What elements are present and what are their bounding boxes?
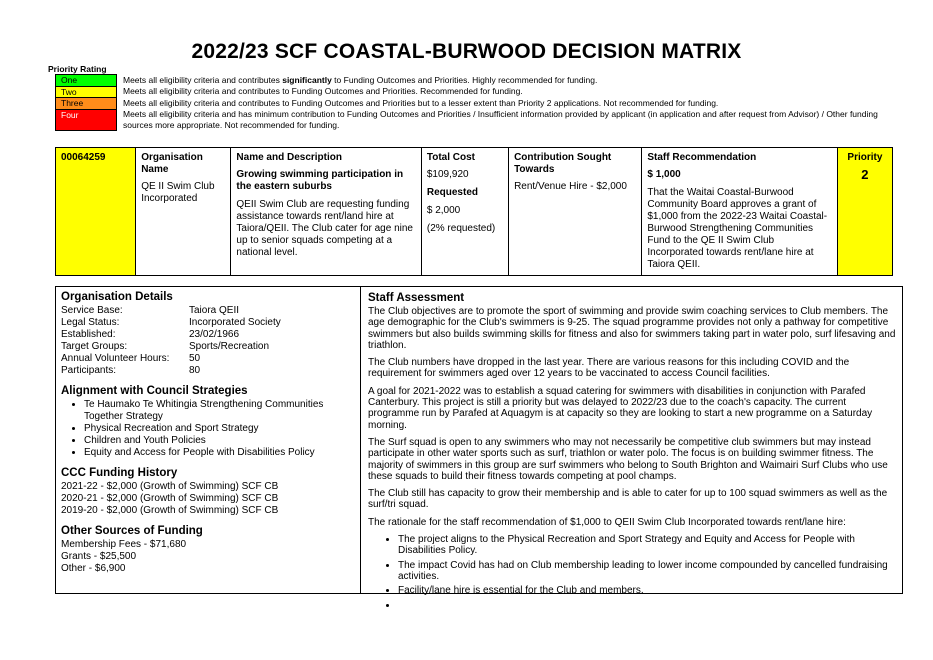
assessment-bullet: • The project aligns to the Physical Recreation and Sport Strategy and Equity and Access for People with Disabilities Policy.: [398, 534, 897, 557]
organisation-details-list: [61, 305, 360, 377]
funding-history-list: [61, 481, 360, 517]
detail-value: Taiora QEII: [189, 305, 240, 316]
recommendation-text: That the Waitai Coastal-Burwood Community Board approves a grant of $1,000 from the 2022-23 Waitai Coastal-Burwood Strengthening Communities Fund to the QE II Swim Club Incorporated towards rent/lane hire at Taiora QEII.: [647, 187, 828, 270]
description-text: Meets all eligibility criteria and contributes: [123, 74, 283, 85]
requested-percent: (2% requested): [426, 223, 496, 234]
priority-rating-row: [56, 98, 890, 110]
funding-history-heading: CCC Funding History: [61, 467, 178, 479]
priority-rating-row: [56, 86, 890, 98]
detail-key: Established:: [61, 329, 116, 340]
alignment-item: • Physical Recreation and Sport Strategy: [84, 423, 360, 435]
organisation-details-heading: Organisation Details: [61, 291, 173, 303]
project-title: Growing swimming participation in the eastern suburbs: [236, 169, 404, 192]
name-description-header: Name and Description: [236, 152, 342, 163]
staff-recommendation-cell: [642, 148, 837, 276]
detail-key: Participants:: [61, 365, 117, 376]
detail-key: Legal Status:: [61, 317, 120, 328]
description-emphasis: significantly: [282, 74, 332, 85]
description-text: Meets all eligibility criteria and contributes to Funding Outcomes and Priorities. Recommended for funding.: [123, 86, 523, 96]
priority-level-description: [117, 109, 890, 130]
alignment-item: • Equity and Access for People with Disabilities Policy: [84, 447, 360, 459]
funding-history-item: 2021-22 - $2,000 (Growth of Swimming) SCF CB: [61, 481, 279, 492]
assessment-paragraph: The rationale for the staff recommendation of $1,000 to QEII Swim Club Incorporated towards rent/lane hire:: [368, 516, 846, 528]
total-cost-header: Total Cost: [426, 152, 476, 163]
detail-value: 23/02/1966: [189, 329, 240, 340]
priority-rating-table: [55, 74, 890, 131]
organisation-detail-row: [61, 341, 360, 353]
name-description-cell: [231, 148, 421, 276]
detail-value: Sports/Recreation: [189, 341, 270, 352]
detail-value: 50: [189, 353, 201, 364]
description-text: Meets all eligibility criteria and has minimum contribution to Funding Outcomes and Priorities / Insufficient information provided by applicant (in application and after request from Advisor) / Other funding sources more appropriate. Not recommended for funding.: [123, 109, 878, 130]
organisation-detail-row: [61, 353, 360, 365]
priority-header: Priority: [847, 152, 883, 163]
priority-cell: [837, 148, 892, 276]
project-description: QEII Swim Club are requesting funding assistance towards rent/land hire at Taiora/QEII. The Club cater for age nine up to senior squads competing at a national level.: [236, 199, 413, 258]
alignment-list: [61, 399, 360, 459]
priority-rating-row: [56, 75, 890, 87]
priority-level-cell: One: [56, 75, 117, 87]
alignment-item: • Te Haumako Te Whitingia Strengthening Communities Together Strategy: [84, 399, 360, 423]
application-summary-table: [55, 147, 893, 276]
other-funding-heading: Other Sources of Funding: [61, 525, 203, 537]
page-title: 2022/23 SCF COASTAL-BURWOOD DECISION MATRIX: [191, 40, 742, 63]
organisation-header: Organisation Name: [141, 152, 203, 175]
priority-rating-row: [56, 109, 890, 130]
priority-level-cell: Three: [56, 98, 117, 110]
assessment-paragraph: The Club objectives are to promote the sport of swimming and provide swim coaching services to Club members. The age demographic for the Club's swimmers is 9-25. The squad programme provides not only a pathway for competitive swimmers but also builds swimming skills for fitness and also for swimmers taking part in water polo, surf lifesaving and triathlon.: [368, 306, 896, 351]
detail-value: Incorporated Society: [189, 317, 281, 328]
assessment-paragraph: The Surf squad is open to any swimmers who may not necessarily be competitive club swimmers but may instead participate in other water sports such as surf, triathlon or water polo. The focus is on building swimmer fitness. The majority of swimmers in this group are surf swimmers who belong to South Brighton and Waimairi Surf Clubs who use these squads to build their fitness towards competing at pool champs.: [368, 436, 888, 482]
priority-level-description: [117, 98, 890, 110]
priority-level-cell: Four: [56, 109, 117, 130]
funding-history-item: 2019-20 - $2,000 (Growth of Swimming) SCF CB: [61, 505, 279, 516]
organisation-cell: [136, 148, 231, 276]
alignment-item: • Children and Youth Policies: [84, 435, 360, 447]
staff-recommendation-header: Staff Recommendation: [647, 152, 757, 163]
assessment-paragraph: A goal for 2021-2022 was to establish a squad catering for swimmers with disabilities in conjunction with Parafed Canterbury. This project is still a priority but was delayed to 2022/23 due to the coach's capacity. The current programme run by Parafed at Aquagym is at capacity so they are looking to start a new programme on a Saturday morning.: [368, 385, 873, 431]
assessment-bullet: • The impact Covid has had on Club membership leading to lower income compounded by cancelled fundraising activities.: [398, 560, 897, 583]
contribution-value: Rent/Venue Hire - $2,000: [514, 181, 627, 192]
other-funding-item: Other - $6,900: [61, 563, 126, 574]
recommendation-amount: $ 1,000: [647, 169, 681, 180]
assessment-bullet: [398, 600, 897, 611]
organisation-detail-row: [61, 365, 360, 377]
organisation-detail-row: [61, 329, 360, 341]
total-cost-value: $109,920: [426, 169, 469, 180]
other-funding-item: Grants - $25,500: [61, 551, 137, 562]
priority-rating-label: Priority Rating: [48, 64, 107, 74]
staff-assessment-column: [362, 287, 902, 597]
staff-assessment-heading: Staff Assessment: [368, 292, 465, 304]
other-funding-item: Membership Fees - $71,680: [61, 539, 187, 550]
assessment-paragraph: The Club still has capacity to grow their membership and is able to cater for up to 100 squad swimmers as well as the surf/tri squad.: [368, 488, 888, 511]
organisation-detail-row: [61, 317, 360, 329]
priority-value: 2: [861, 167, 869, 182]
priority-level-description: [117, 75, 890, 87]
priority-level-cell: Two: [56, 86, 117, 98]
funding-history-item: 2020-21 - $2,000 (Growth of Swimming) SCF CB: [61, 493, 279, 504]
assessment-paragraph: The Club numbers have dropped in the last year. There are various reasons for this including COVID and the requirement for swimmers aged over 12 years to be vaccinated to access Council facilities.: [368, 357, 850, 380]
total-cost-cell: [421, 148, 508, 276]
staff-assessment-bullets: [368, 534, 897, 611]
details-panel: [55, 286, 903, 597]
application-id-cell: [56, 148, 136, 276]
detail-value: 80: [189, 365, 201, 376]
assessment-bullet: • Facility/lane hire is essential for the Club and members.: [398, 585, 897, 596]
application-id: 00064259: [61, 152, 106, 163]
contribution-header: Contribution Sought Towards: [514, 152, 612, 175]
description-text: Meets all eligibility criteria and contributes to Funding Outcomes and Priorities but to a lesser extent than Priority 2 applications. Not recommended for funding.: [123, 97, 719, 108]
organisation-details-column: [56, 287, 361, 593]
requested-amount: $ 2,000: [426, 205, 461, 216]
requested-label: Requested: [426, 187, 478, 198]
description-text: to Funding Outcomes and Priorities. Highly recommended for funding.: [331, 74, 598, 85]
contribution-cell: [509, 148, 642, 276]
alignment-heading: Alignment with Council Strategies: [61, 385, 248, 397]
organisation-name: QE II Swim Club Incorporated: [141, 181, 215, 204]
organisation-detail-row: [61, 305, 360, 317]
detail-key: Target Groups:: [61, 341, 128, 352]
priority-level-description: [117, 86, 890, 98]
detail-key: Service Base:: [61, 305, 123, 316]
staff-assessment-paragraphs: [368, 306, 897, 528]
other-funding-list: [61, 539, 360, 575]
detail-key: Annual Volunteer Hours:: [61, 353, 170, 364]
